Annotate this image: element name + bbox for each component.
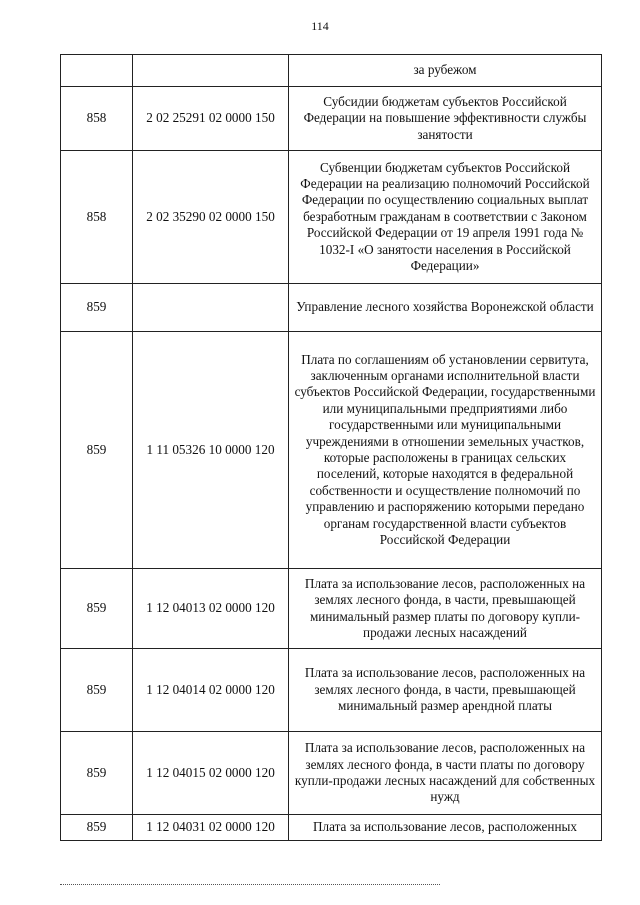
table-row bbox=[61, 815, 602, 841]
budget-code-cell: 2 02 25291 02 0000 150 bbox=[133, 87, 289, 151]
table-row bbox=[61, 284, 602, 332]
table-row bbox=[61, 55, 602, 87]
budget-code-cell: 1 12 04014 02 0000 120 bbox=[133, 649, 289, 732]
admin-code-cell bbox=[61, 55, 133, 87]
admin-code-cell: 859 bbox=[61, 332, 133, 569]
budget-code-cell: 1 12 04031 02 0000 120 bbox=[133, 815, 289, 841]
budget-code-cell: 2 02 35290 02 0000 150 bbox=[133, 151, 289, 284]
budget-code-cell: 1 12 04015 02 0000 120 bbox=[133, 732, 289, 815]
description-cell: Плата по соглашениям об установлении сервитута, заключенным органами исполнительной власти субъектов Российской Федерации, государственными или муниципальными предприятиями либо государственными или муниципальными учреждениями в отношении земельных участков, которые расположены в границах сельских поселений, которые находятся в федеральной собственности и осуществление полномочий по управлению и распоряжению которыми передано органам государственной власти субъектов Российской Федерации bbox=[289, 332, 602, 569]
admin-code-cell: 859 bbox=[61, 569, 133, 649]
page-number: 114 bbox=[311, 19, 329, 33]
admin-code-cell: 859 bbox=[61, 649, 133, 732]
table-body bbox=[61, 55, 602, 841]
description-cell: Субсидии бюджетам субъектов Российской Федерации на повышение эффективности службы занятости bbox=[289, 87, 602, 151]
description-cell: за рубежом bbox=[289, 55, 602, 87]
admin-code-cell: 858 bbox=[61, 151, 133, 284]
table-row bbox=[61, 732, 602, 815]
budget-code-cell: 1 11 05326 10 0000 120 bbox=[133, 332, 289, 569]
admin-code-cell: 858 bbox=[61, 87, 133, 151]
budget-code-cell bbox=[133, 55, 289, 87]
table-row bbox=[61, 649, 602, 732]
description-cell: Субвенции бюджетам субъектов Российской Федерации на реализацию полномочий Российской Федерации по осуществлению социальных выплат безработным гражданам в соответствии с Законом Российской Федерации от 19 апреля 1991 года № 1032-I «О занятости населения в Российской Федерации» bbox=[289, 151, 602, 284]
description-cell: Плата за использование лесов, расположенных на землях лесного фонда, в части, превышающей минимальный размер арендной платы bbox=[289, 649, 602, 732]
revenue-codes-table bbox=[60, 54, 602, 841]
table-row bbox=[61, 569, 602, 649]
budget-code-cell: 1 12 04013 02 0000 120 bbox=[133, 569, 289, 649]
admin-code-cell: 859 bbox=[61, 732, 133, 815]
description-cell: Плата за использование лесов, расположенных на землях лесного фонда, в части платы по договору купли-продажи лесных насаждений для собственных нужд bbox=[289, 732, 602, 815]
footer-divider bbox=[60, 884, 440, 885]
budget-code-cell bbox=[133, 284, 289, 332]
description-cell: Плата за использование лесов, расположенных bbox=[289, 815, 602, 841]
admin-code-cell: 859 bbox=[61, 284, 133, 332]
table-row bbox=[61, 87, 602, 151]
table-row bbox=[61, 332, 602, 569]
admin-code-cell: 859 bbox=[61, 815, 133, 841]
description-cell: Плата за использование лесов, расположенных на землях лесного фонда, в части, превышающей минимальный размер платы по договору купли-продажи лесных насаждений bbox=[289, 569, 602, 649]
description-cell: Управление лесного хозяйства Воронежской области bbox=[289, 284, 602, 332]
table-row bbox=[61, 151, 602, 284]
